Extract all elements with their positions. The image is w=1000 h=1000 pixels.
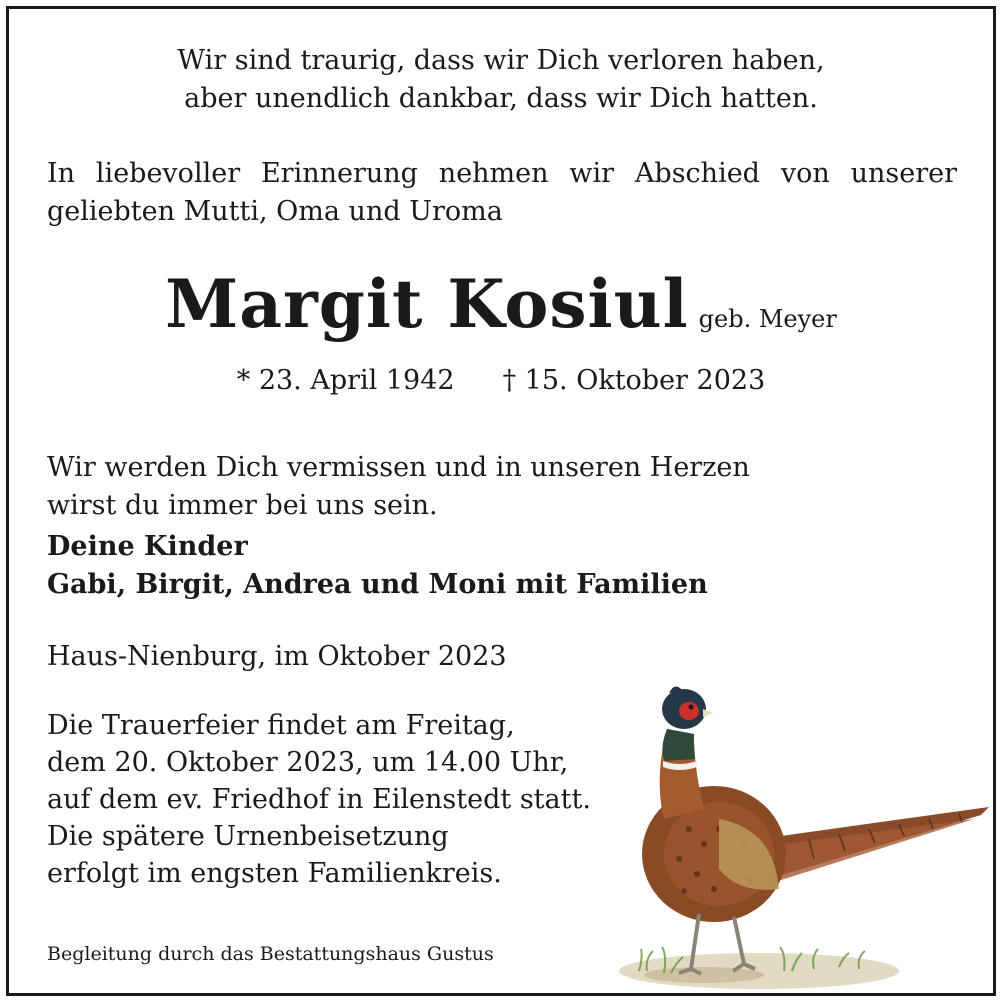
signatories-line-1: Deine Kinder: [47, 531, 248, 562]
farewell-message: [47, 449, 750, 525]
service-line-1: Die Trauerfeier findet am Freitag,: [47, 710, 515, 741]
service-line-2: dem 20. Oktober 2023, um 14.00 Uhr,: [47, 747, 569, 778]
intro-line-1: In liebevoller Erinnerung nehmen wir Abschied von unserer: [47, 158, 957, 189]
signatories-line-2: Gabi, Birgit, Andrea und Moni mit Familien: [47, 569, 708, 600]
intro-line-2: geliebten Mutti, Oma und Uroma: [47, 196, 503, 227]
funeral-home: Begleitung durch das Bestattungshaus Gustus: [47, 943, 494, 965]
quote-line-1: Wir sind traurig, dass wir Dich verloren haben,: [177, 45, 825, 76]
message-line-2: wirst du immer bei uns sein.: [47, 490, 438, 521]
service-line-3: auf dem ev. Friedhof in Eilenstedt statt.: [47, 784, 591, 815]
life-dates: [9, 365, 993, 396]
deceased-name-line: [9, 265, 993, 343]
intro-text: [47, 155, 957, 231]
deceased-name: Margit Kosiul: [165, 265, 689, 343]
service-line-4: Die spätere Urnenbeisetzung: [47, 821, 449, 852]
obituary-frame: [6, 6, 996, 996]
quote-line-2: aber unendlich dankbar, dass wir Dich hatten.: [184, 83, 818, 114]
signatories: [47, 528, 708, 604]
birth-date: * 23. April 1942: [236, 365, 455, 396]
service-line-5: erfolgt im engsten Familienkreis.: [47, 858, 502, 889]
birth-name: geb. Meyer: [698, 305, 837, 333]
pheasant-illustration: [609, 679, 994, 994]
message-line-1: Wir werden Dich vermissen und in unseren Herzen: [47, 452, 750, 483]
place-date: Haus-Nienburg, im Oktober 2023: [47, 641, 507, 672]
opening-quote: [9, 42, 993, 118]
service-details: [47, 707, 591, 892]
death-date: † 15. Oktober 2023: [502, 365, 766, 396]
